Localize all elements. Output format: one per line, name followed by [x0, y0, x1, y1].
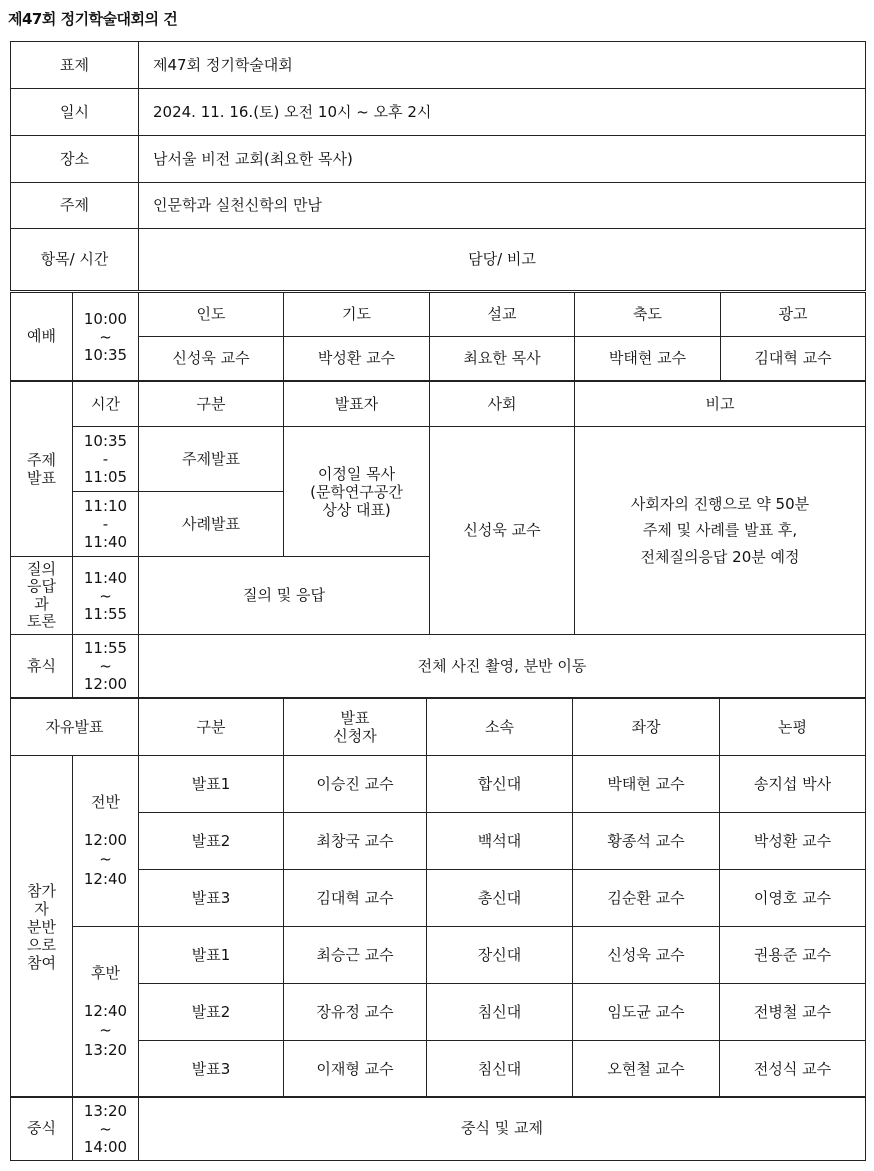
col-type: 구분 — [139, 699, 284, 756]
worship-role: 광고 — [721, 293, 866, 337]
col-note: 비고 — [575, 382, 866, 427]
row-applicant: 이승진 교수 — [284, 756, 427, 813]
slot1-time: 10:35 - 11:05 — [73, 427, 139, 492]
col-review: 논평 — [720, 699, 866, 756]
header-value: 담당/ 비고 — [139, 229, 866, 291]
row-applicant: 최창국 교수 — [284, 813, 427, 870]
table-row — [11, 870, 866, 927]
table-row — [11, 1041, 866, 1098]
header-label: 항목/ 시간 — [11, 229, 139, 291]
row-review: 권용준 교수 — [720, 927, 866, 984]
col-presenter: 발표자 — [284, 382, 430, 427]
free-label: 자유발표 — [11, 699, 139, 756]
lunch-text: 중식 및 교제 — [139, 1097, 866, 1161]
table-row — [11, 813, 866, 870]
free-side-label: 참가 자 분반 으로 참여 — [11, 756, 73, 1098]
break-time: 11:55 ~ 12:00 — [73, 635, 139, 698]
row-applicant: 이재형 교수 — [284, 1041, 427, 1098]
keynote-presenter: 이정일 목사 (문학연구공간 상상 대표) — [284, 427, 430, 557]
info-label: 장소 — [11, 136, 139, 183]
table-row — [11, 984, 866, 1041]
row-affil: 합신대 — [427, 756, 573, 813]
row-chair: 신성욱 교수 — [573, 927, 720, 984]
worship-person: 신성욱 교수 — [139, 337, 284, 381]
row-chair: 오현철 교수 — [573, 1041, 720, 1098]
row-affil: 총신대 — [427, 870, 573, 927]
table-row — [11, 756, 866, 813]
slot2-time: 11:10 - 11:40 — [73, 492, 139, 557]
free-table — [10, 698, 866, 1098]
break-label: 휴식 — [11, 635, 73, 698]
row-chair: 박태현 교수 — [573, 756, 720, 813]
row-type: 발표2 — [139, 813, 284, 870]
row-type: 발표3 — [139, 1041, 284, 1098]
row-review: 전성식 교수 — [720, 1041, 866, 1098]
worship-person: 박성환 교수 — [284, 337, 430, 381]
first-session-time: 전반 12:00 ~ 12:40 — [73, 756, 139, 927]
row-affil: 백석대 — [427, 813, 573, 870]
worship-label: 예배 — [11, 293, 73, 381]
row-review: 전병철 교수 — [720, 984, 866, 1041]
slot2-type: 사례발표 — [139, 492, 284, 557]
col-chair: 좌장 — [573, 699, 720, 756]
second-session-time: 후반 12:40 ~ 13:20 — [73, 927, 139, 1098]
lunch-time: 13:20 ~ 14:00 — [73, 1097, 139, 1161]
worship-role: 축도 — [575, 293, 721, 337]
info-row-title — [11, 42, 866, 89]
slot1-type: 주제발표 — [139, 427, 284, 492]
row-affil: 침신대 — [427, 984, 573, 1041]
row-chair: 황종석 교수 — [573, 813, 720, 870]
row-type: 발표1 — [139, 756, 284, 813]
worship-role: 기도 — [284, 293, 430, 337]
col-type: 구분 — [139, 382, 284, 427]
info-row-date — [11, 89, 866, 136]
qa-time: 11:40 ~ 11:55 — [73, 557, 139, 635]
col-affil: 소속 — [427, 699, 573, 756]
row-chair: 김순환 교수 — [573, 870, 720, 927]
row-affil: 침신대 — [427, 1041, 573, 1098]
row-applicant: 최승근 교수 — [284, 927, 427, 984]
row-applicant: 장유정 교수 — [284, 984, 427, 1041]
keynote-host: 신성욱 교수 — [430, 427, 575, 635]
table-row — [11, 927, 866, 984]
col-host: 사회 — [430, 382, 575, 427]
row-type: 발표1 — [139, 927, 284, 984]
row-affil: 장신대 — [427, 927, 573, 984]
schedule-header — [10, 228, 866, 291]
lunch-table — [10, 1096, 866, 1161]
info-value: 2024. 11. 16.(토) 오전 10시 ~ 오후 2시 — [139, 89, 866, 136]
info-value: 제47회 정기학술대회 — [139, 42, 866, 89]
document-title: 제47회 정기학술대회의 건 — [8, 10, 178, 28]
qa-label: 질의 응답 과 토론 — [11, 557, 73, 635]
qa-text: 질의 및 응답 — [139, 557, 430, 635]
keynote-table — [10, 381, 866, 635]
worship-person: 최요한 목사 — [430, 337, 575, 381]
info-row-place — [11, 136, 866, 183]
break-table — [10, 634, 866, 698]
row-review: 송지섭 박사 — [720, 756, 866, 813]
row-chair: 임도균 교수 — [573, 984, 720, 1041]
row-type: 발표3 — [139, 870, 284, 927]
worship-role: 설교 — [430, 293, 575, 337]
row-review: 박성환 교수 — [720, 813, 866, 870]
worship-role: 인도 — [139, 293, 284, 337]
lunch-label: 중식 — [11, 1097, 73, 1161]
row-applicant: 김대혁 교수 — [284, 870, 427, 927]
keynote-label: 주제 발표 — [11, 382, 73, 557]
keynote-note: 사회자의 진행으로 약 50분 주제 및 사례를 발표 후, 전체질의응답 20분 예정 — [575, 427, 866, 635]
worship-time: 10:00 ~ 10:35 — [73, 293, 139, 381]
worship-person: 박태현 교수 — [575, 337, 721, 381]
row-type: 발표2 — [139, 984, 284, 1041]
info-table — [10, 41, 866, 229]
break-text: 전체 사진 촬영, 분반 이동 — [139, 635, 866, 698]
info-label: 주제 — [11, 183, 139, 229]
worship-person: 김대혁 교수 — [721, 337, 866, 381]
info-label: 일시 — [11, 89, 139, 136]
info-value: 남서울 비전 교회(최요한 목사) — [139, 136, 866, 183]
row-review: 이영호 교수 — [720, 870, 866, 927]
info-label: 표제 — [11, 42, 139, 89]
info-row-theme — [11, 183, 866, 229]
info-value: 인문학과 실천신학의 만남 — [139, 183, 866, 229]
col-applicant: 발표 신청자 — [284, 699, 427, 756]
col-time: 시간 — [73, 382, 139, 427]
worship-table — [10, 292, 866, 381]
